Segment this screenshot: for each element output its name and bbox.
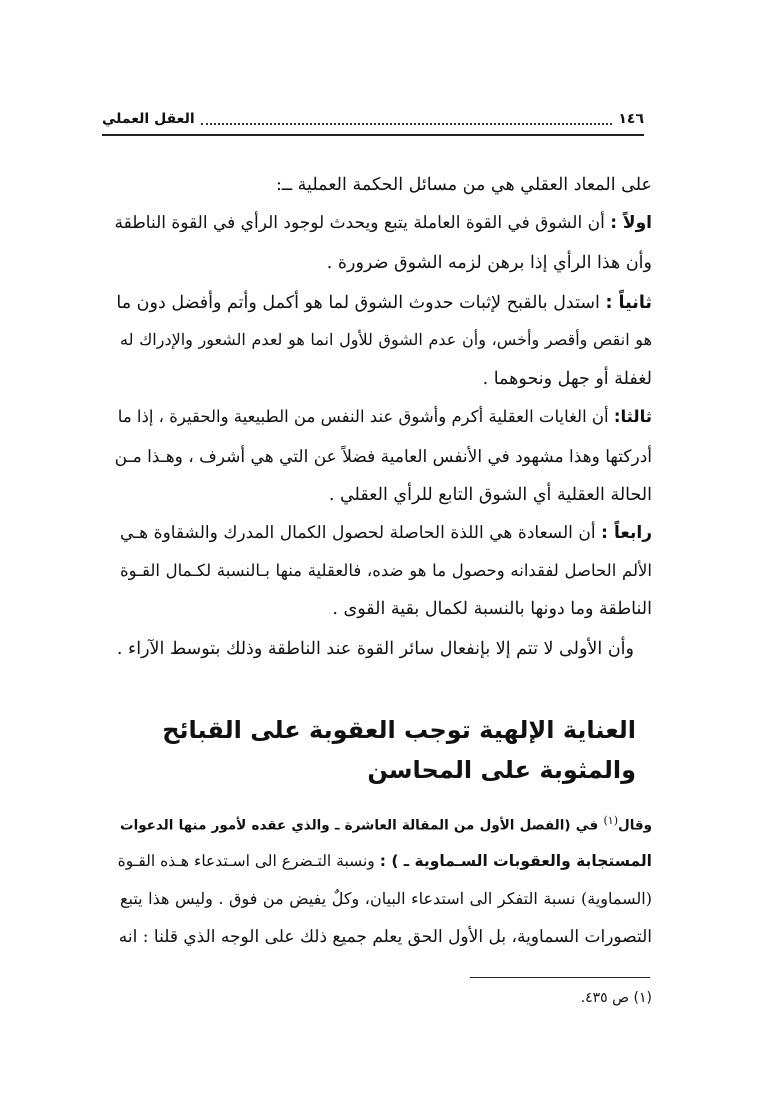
header-dot-leader	[201, 113, 613, 125]
section-line-4: التصورات السماوية، بل الأول الحق يعلم جميع ذلك على الوجه الذي قلنا : انه	[118, 927, 652, 947]
section-line-1: وقال$^{(١)}$ في (الفصل الأول من المقالة العاشرة ـ والذي عقده لأمور منها الدعوات	[120, 814, 652, 834]
footnote-ref: (١)	[603, 814, 618, 827]
body-line-8: أدركتها وهذا مشهود في الأنفس العامية فضلاً عن التي هي أشرف ، وهـذا مـن	[114, 447, 652, 467]
section-line-2: المستجابة والعقوبات السـماوية ـ ) : ونسبة التـضرع الى اسـتدعاء هـذه القـوة	[117, 852, 652, 870]
section-heading-line-1: العناية الإلهية توجب العقوبة على القبائح	[162, 716, 636, 744]
section-heading-line-2: والمثوبة على المحاسن	[367, 756, 636, 784]
footnote: (١) ص ٤٣٥.	[580, 990, 652, 1006]
body-line-9: الحالة العقلية أي الشوق التابع للرأي العقلي .	[328, 485, 652, 505]
header-rule	[102, 134, 644, 136]
body-line-11: الألم الحاصل لفقدانه وحصول ما هو ضده، فالعقلية منها بـالنسبة لكـمال القـوة	[120, 561, 652, 580]
body-line-7: ثالثا: أن الغايات العقلية أكرم وأشوق عند النفس من الطبيعية والحقيرة ، إذا ما	[117, 407, 652, 426]
body-line-3: وأن هذا الرأي إذا برهن لزمه الشوق ضرورة .	[326, 253, 652, 273]
body-line-10: رابعاً : أن السعادة هي اللذة الحاصلة لحصول الكمال المدرك والشقاوة هـي	[120, 523, 652, 543]
body-line-5: هو انقص وأقصر وأخس، وأن عدم الشوق للأول انما هو لعدم الشعور والإدراك له	[120, 330, 652, 349]
body-line-12: الناطقة وما دونها بالنسبة لكمال بقية القوى .	[332, 599, 652, 619]
footnote-rule	[470, 977, 650, 978]
body-line-2: اولاً : أن الشوق في القوة العاملة يتبع ويحدث لوجود الرأي في القوة الناطقة	[114, 213, 652, 233]
running-header	[102, 108, 644, 130]
section-line-3: (السماوية) نسبة التفكر الى استدعاء البيان، وكلٌ يفيض من فوق . وليس هذا يتبع	[120, 889, 652, 908]
body-line-13: وأن الأولى لا تتم إلا بإنفعال سائر القوة عند الناطقة وذلك بتوسط الآراء .	[116, 639, 634, 659]
body-line-1: على المعاد العقلي هي من مسائل الحكمة العملية ــ:	[275, 175, 652, 195]
body-line-6: لغفلة أو جهل ونحوهما .	[482, 369, 652, 389]
body-line-4: ثانياً : استدل بالقبح لإثبات حدوث الشوق لما هو أكمل وأتم وأفضل دون ما	[116, 293, 652, 313]
running-title: العقل العملي	[102, 111, 195, 127]
page-number: ١٤٦	[618, 111, 644, 127]
